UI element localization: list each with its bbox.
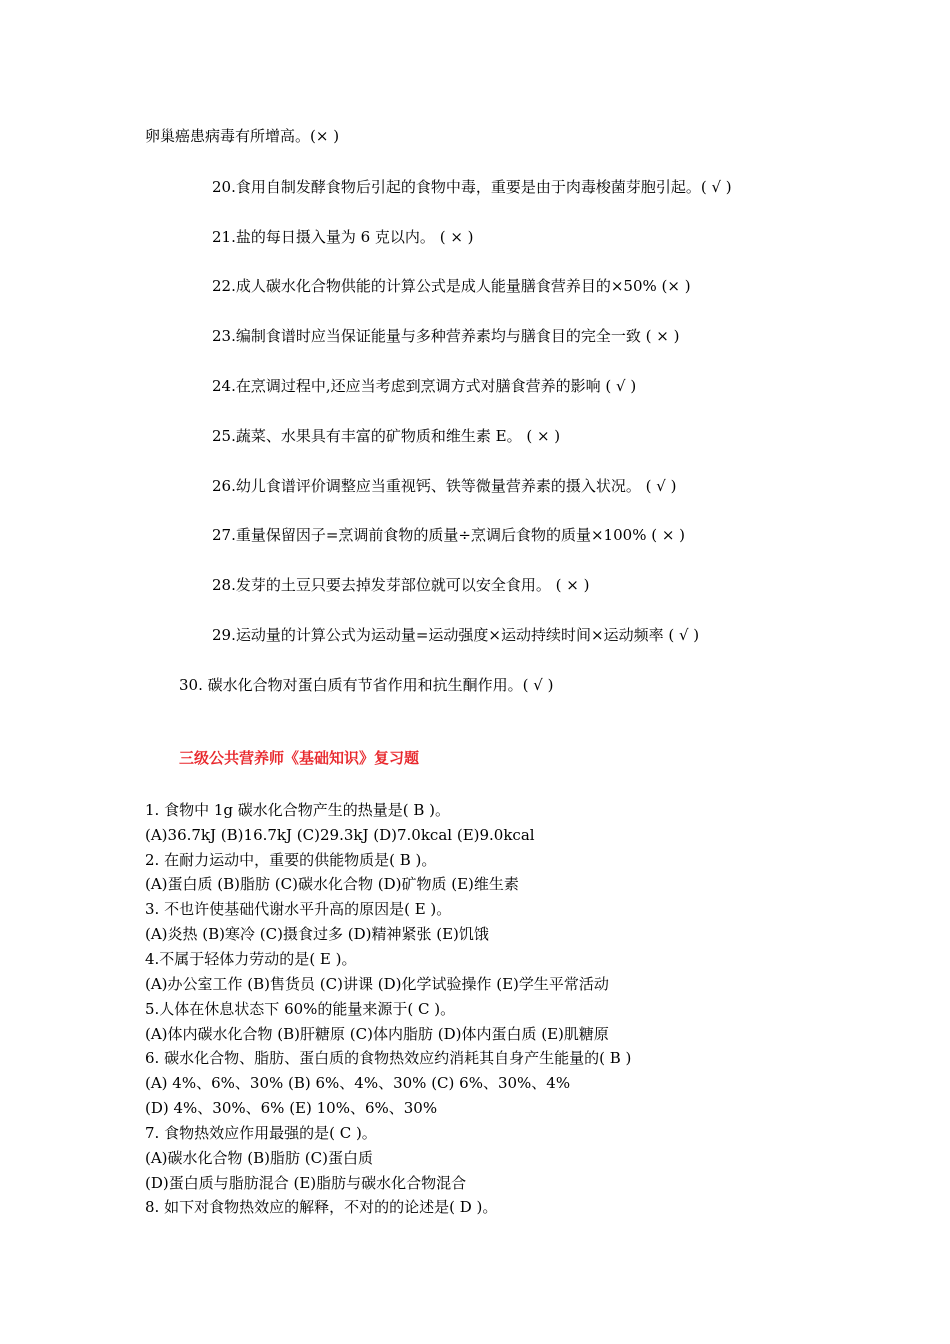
tf-item-28: 28.发芽的土豆只要去掉发芽部位就可以安全食用。 ( × ) <box>212 576 590 594</box>
question-2: 2. 在耐力运动中，重要的供能物质是( B )。 <box>145 851 437 869</box>
question-7-options-a-c: (A)碳水化合物 (B)脂肪 (C)蛋白质 <box>145 1149 373 1167</box>
question-3: 3. 不也许使基础代谢水平升高的原因是( E )。 <box>145 900 452 918</box>
question-5: 5.人体在休息状态下 60%的能量来源于( C )。 <box>145 1000 456 1018</box>
tf-item-25: 25.蔬菜、水果具有丰富的矿物质和维生素 E。 ( × ) <box>212 427 561 445</box>
tf-item-19-continued: 卵巢癌患病毒有所增高。(× ) <box>145 127 340 145</box>
tf-item-22: 22.成人碳水化合物供能的计算公式是成人能量膳食营养目的×50% (× ) <box>212 277 691 295</box>
tf-item-29: 29.运动量的计算公式为运动量=运动强度×运动持续时间×运动频率 ( √ ) <box>212 626 700 644</box>
tf-item-30: 30. 碳水化合物对蛋白质有节省作用和抗生酮作用。( √ ) <box>179 676 554 694</box>
section-title: 三级公共营养师《基础知识》复习题 <box>179 749 420 767</box>
question-5-options: (A)体内碳水化合物 (B)肝糖原 (C)体内脂肪 (D)体内蛋白质 (E)肌糖原 <box>145 1025 609 1043</box>
tf-item-20: 20.食用自制发酵食物后引起的食物中毒，重要是由于肉毒梭菌芽胞引起。( √ ) <box>212 178 732 196</box>
tf-item-26: 26.幼儿食谱评价调整应当重视钙、铁等微量营养素的摄入状况。 ( √ ) <box>212 477 677 495</box>
tf-item-23: 23.编制食谱时应当保证能量与多种营养素均与膳食目的完全一致 ( × ) <box>212 327 680 345</box>
question-6-options-d-e: (D) 4%、30%、6% (E) 10%、6%、30% <box>145 1099 438 1117</box>
question-6: 6. 碳水化合物、脂肪、蛋白质的食物热效应约消耗其自身产生能量的( B ) <box>145 1049 632 1067</box>
question-4-options: (A)办公室工作 (B)售货员 (C)讲课 (D)化学试验操作 (E)学生平常活动 <box>145 975 609 993</box>
question-1-options: (A)36.7kJ (B)16.7kJ (C)29.3kJ (D)7.0kcal (E)9.0kcal <box>145 826 535 844</box>
question-8: 8. 如下对食物热效应的解释，不对的的论述是( D )。 <box>145 1198 498 1216</box>
question-7-options-d-e: (D)蛋白质与脂肪混合 (E)脂肪与碳水化合物混合 <box>145 1174 467 1192</box>
question-2-options: (A)蛋白质 (B)脂肪 (C)碳水化合物 (D)矿物质 (E)维生素 <box>145 875 519 893</box>
question-4: 4.不属于轻体力劳动的是( E )。 <box>145 950 357 968</box>
question-1: 1. 食物中 1g 碳水化合物产生的热量是( B )。 <box>145 801 451 819</box>
tf-item-24: 24.在烹调过程中,还应当考虑到烹调方式对膳食营养的影响 ( √ ) <box>212 377 637 395</box>
tf-item-27: 27.重量保留因子=烹调前食物的质量÷烹调后食物的质量×100% ( × ) <box>212 526 686 544</box>
question-7: 7. 食物热效应作用最强的是( C )。 <box>145 1124 377 1142</box>
question-3-options: (A)炎热 (B)寒冷 (C)摄食过多 (D)精神紧张 (E)饥饿 <box>145 925 489 943</box>
question-6-options-a-c: (A) 4%、6%、30% (B) 6%、4%、30% (C) 6%、30%、4% <box>145 1074 571 1092</box>
tf-item-21: 21.盐的每日摄入量为 6 克以内。 ( × ) <box>212 228 474 246</box>
